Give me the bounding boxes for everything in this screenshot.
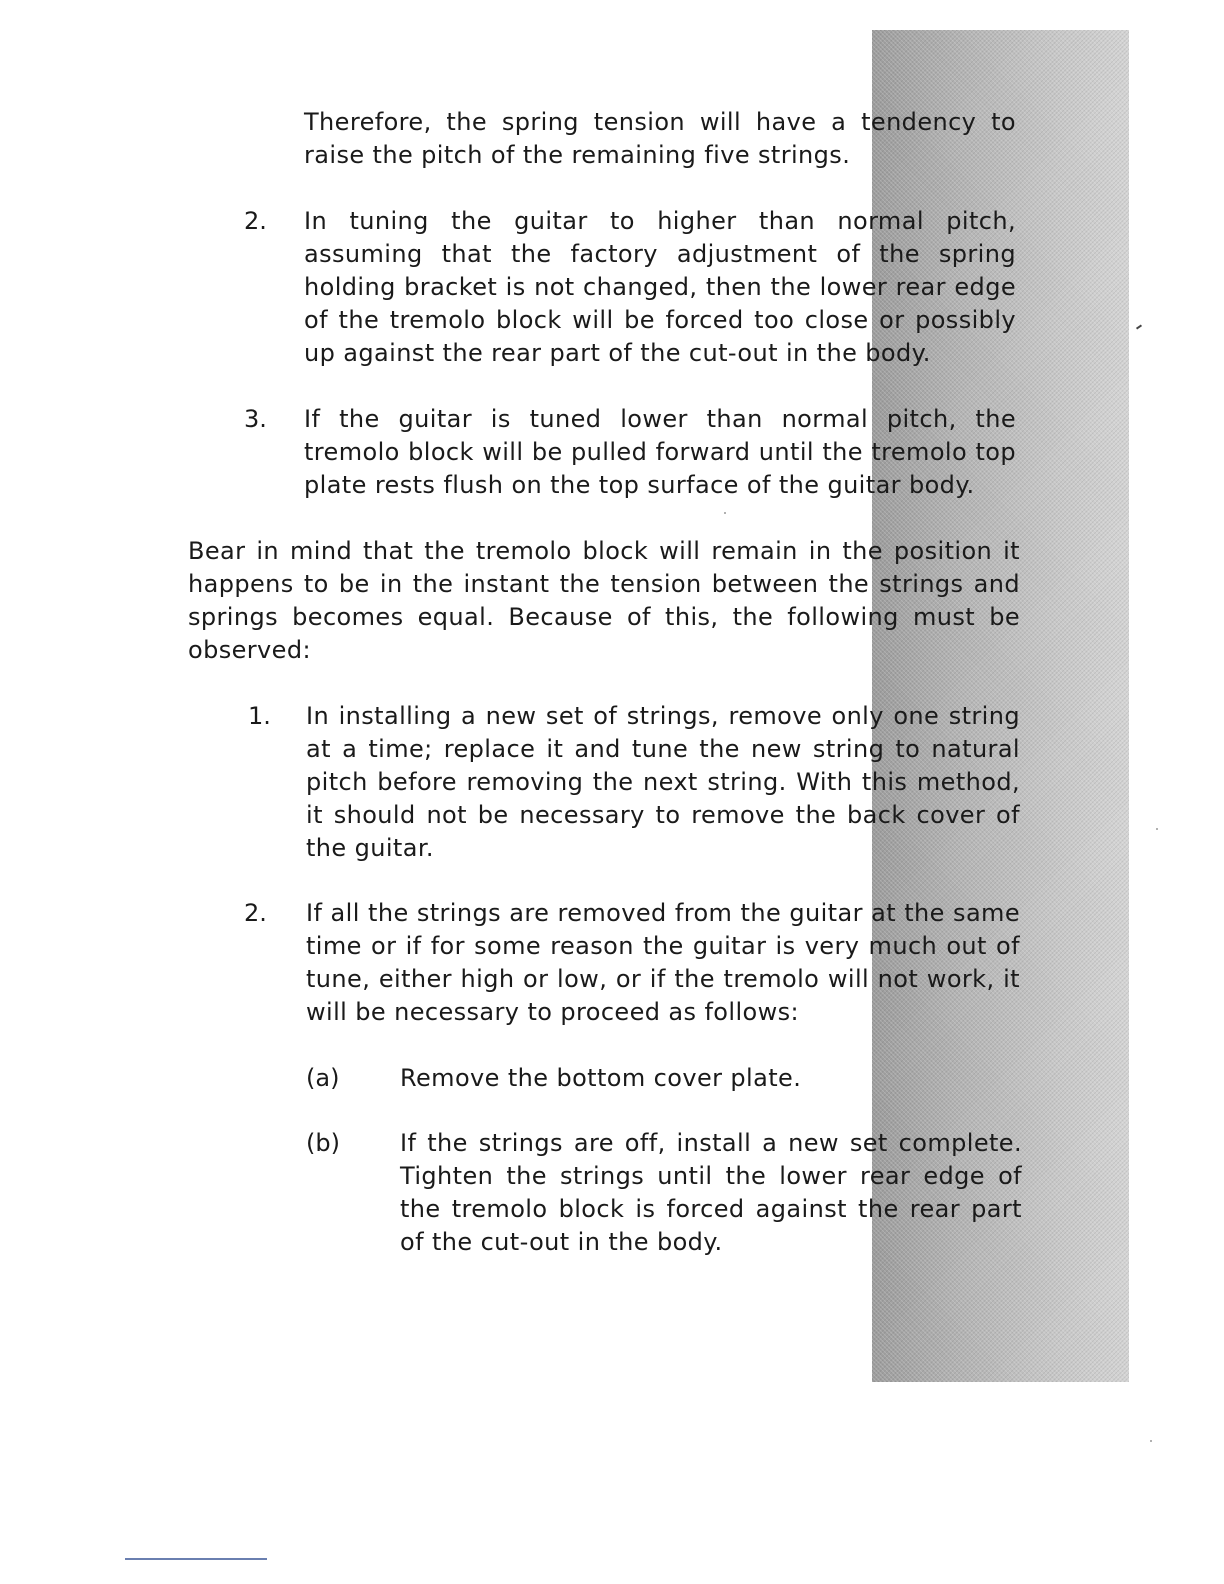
- body-paragraph: Bear in mind that the tremolo block will remain in the position it happens to be in the instant the tension between the strings and springs becomes equal. Because of this, the following must be observed:: [188, 537, 1020, 664]
- list-two-item-2-number: 2.: [244, 899, 267, 927]
- scan-speck: [724, 512, 726, 514]
- list-one-item-3-number: 3.: [244, 405, 267, 433]
- sub-step-a-text: Remove the bottom cover plate.: [400, 1064, 802, 1092]
- list-two-item-1-number: 1.: [248, 702, 271, 730]
- footnote-rule: [125, 1558, 267, 1560]
- scan-speck: [1150, 1440, 1152, 1442]
- list-two-item-1-text: In installing a new set of strings, remove only one string at a time; replace it and tune the new string to natural pitch before removing the next string. With this method, it should not be necessary to remove the back cover of the guitar.: [306, 702, 1020, 862]
- list-one-item-3-text: If the guitar is tuned lower than normal pitch, the tremolo block will be pulled forward until the tremolo top plate rests flush on the top surface of the guitar body.: [304, 405, 1016, 499]
- sub-step-b-text: If the strings are off, install a new set complete. Tighten the strings until the lower rear edge of the tremolo block is forced against the rear part of the cut-out in the body.: [400, 1129, 1022, 1256]
- list-one-item-2-text: In tuning the guitar to higher than normal pitch, assuming that the factory adjustment of the spring holding bracket is not changed, then the lower rear edge of the tremolo block will be forced too close or possibly up against the rear part of the cut-out in the body.: [304, 207, 1016, 367]
- list-two-item-2-text: If all the strings are removed from the guitar at the same time or if for some reason the guitar is very much out of tune, either high or low, or if the tremolo will not work, it will be necessary to proceed as follows:: [306, 899, 1020, 1026]
- scan-speck: [1156, 828, 1158, 830]
- sub-step-b-label: (b): [306, 1129, 340, 1157]
- list-one-item-2-number: 2.: [244, 207, 267, 235]
- intro-continuation-paragraph: Therefore, the spring tension will have a tendency to raise the pitch of the remaining five strings.: [304, 108, 1016, 169]
- sub-step-a-label: (a): [306, 1064, 340, 1092]
